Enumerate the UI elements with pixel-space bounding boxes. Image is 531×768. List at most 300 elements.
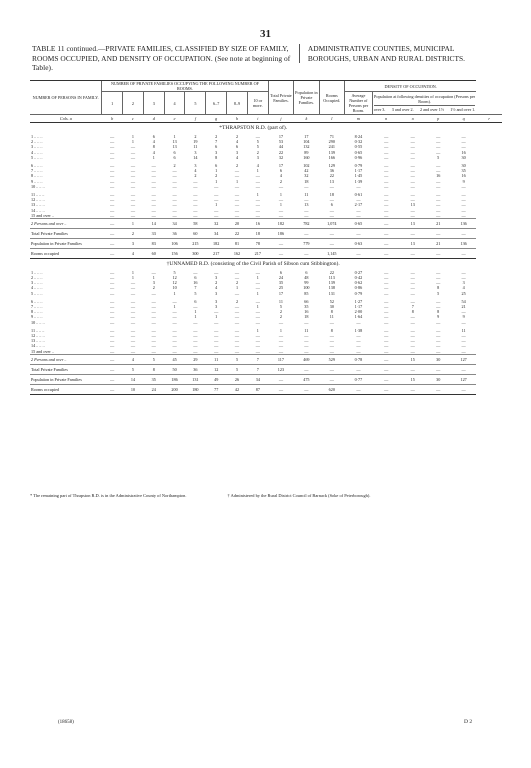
column-letter: n xyxy=(372,115,400,123)
table-cell: 5 xyxy=(256,144,259,150)
table-cell: — xyxy=(151,343,156,349)
summary-cell: — xyxy=(268,248,293,258)
table-cell: 1 xyxy=(215,202,218,208)
table-cell: 0·96 xyxy=(354,154,363,160)
row-label: 7 .. .. .. xyxy=(31,304,43,310)
table-cell: — xyxy=(110,332,115,338)
table-cell: — xyxy=(130,212,136,218)
header-density-2-1-5: 2 and over 1½ xyxy=(419,107,444,112)
table-cell: 3 xyxy=(194,163,197,169)
header-rooms-group: NUMBER OF PRIVATE FAMILIES OCCUPYING THE FOLLOWING NUMBER OF ROOMS. xyxy=(102,81,269,92)
table-cell: — xyxy=(151,197,156,203)
summary-cell: — xyxy=(102,228,123,238)
table-cell: 166 xyxy=(328,154,335,160)
table-cell: 5 xyxy=(173,269,176,275)
summary-cell: — xyxy=(400,248,425,258)
table-cell: — xyxy=(255,309,260,315)
summary-cell: 42 xyxy=(227,384,248,394)
table-cell: — xyxy=(172,168,177,174)
table-cell: 1 xyxy=(173,290,176,296)
table-cell: 17 xyxy=(304,134,309,140)
summary-cell: 49 xyxy=(206,374,227,384)
table-cell: 35 xyxy=(278,280,284,286)
summary-cell: 0·63 xyxy=(345,238,373,248)
table-cell: 1 xyxy=(152,154,155,160)
table-cell: — xyxy=(193,202,198,208)
table-cell: 16 xyxy=(193,280,198,286)
summary-cell: — xyxy=(451,248,476,258)
summary-cell: 136 xyxy=(451,218,476,228)
table-cell: 3 xyxy=(256,154,259,160)
table-cell: 138 xyxy=(328,285,335,291)
summary-cell: 215 xyxy=(185,238,206,248)
summary-cell: — xyxy=(294,384,319,394)
table-cell: — xyxy=(255,332,260,338)
table-cell: 32 xyxy=(304,173,309,179)
summary-cell: 0·65 xyxy=(345,218,373,228)
table-cell: — xyxy=(304,338,309,344)
row-label: 5 .. .. .. xyxy=(31,290,43,296)
summary-cell: — xyxy=(425,248,450,258)
table-cell: — xyxy=(151,207,156,213)
table-cell: — xyxy=(130,197,136,203)
table-cell: — xyxy=(410,173,415,179)
table-cell: 30 xyxy=(461,154,466,160)
table-cell: — xyxy=(193,338,198,344)
table-cell: — xyxy=(255,197,260,203)
summary-cell: 127 xyxy=(451,354,476,364)
table-cell: — xyxy=(255,348,260,354)
summary-cell: 30 xyxy=(425,354,450,364)
table-cell: 8·24 xyxy=(354,134,363,140)
table-cell: — xyxy=(384,298,389,304)
table-cell: — xyxy=(255,314,260,320)
table-cell: — xyxy=(172,327,177,333)
summary-cell: 5 xyxy=(227,354,248,364)
table-cell: 1·45 xyxy=(354,173,363,179)
summary-row xyxy=(30,218,502,228)
table-cell: — xyxy=(110,309,115,315)
summary-cell: — xyxy=(319,364,344,374)
summary-cell: 34 xyxy=(206,228,227,238)
summary-cell: 29 xyxy=(185,354,206,364)
summary-row xyxy=(30,354,502,364)
table-cell: 241 xyxy=(328,144,335,150)
header-room-10-more: 10 or more. xyxy=(247,92,268,115)
table-cell: 11 xyxy=(193,144,198,150)
summary-row xyxy=(30,364,502,374)
table-cell: — xyxy=(384,212,389,218)
footnote-thrapston: * The remaining part of Thrapston R.D. is in the Administrative County of Northampton. xyxy=(30,493,187,498)
table-cell: — xyxy=(255,319,260,325)
table-cell: 13 xyxy=(304,202,309,208)
table-cell: 3 xyxy=(215,298,218,304)
summary-cell: 18 xyxy=(247,228,268,238)
summary-cell: 5 xyxy=(123,364,144,374)
table-cell: — xyxy=(384,309,389,315)
row-label: 6 .. .. .. xyxy=(31,298,43,304)
summary-cell: 127 xyxy=(451,374,476,384)
summary-cell: 87 xyxy=(247,384,268,394)
table-cell: 66 xyxy=(304,298,309,304)
table-cell: — xyxy=(110,348,115,354)
summary-cell: 8 xyxy=(143,364,164,374)
summary-cell: 136 xyxy=(451,238,476,248)
row-label: 14 .. .. .. xyxy=(31,343,45,349)
table-cell: 19 xyxy=(193,139,198,145)
table-cell: 5 xyxy=(256,139,259,145)
table-cell: — xyxy=(461,191,466,197)
summary-cell: — xyxy=(294,228,319,238)
table-cell: — xyxy=(130,168,136,174)
row-label: 12 .. .. .. xyxy=(31,197,45,203)
table-cell: — xyxy=(255,183,260,189)
table-cell: 4 xyxy=(235,139,239,145)
summary-cell: — xyxy=(372,354,400,364)
table-cell: — xyxy=(255,269,260,275)
table-cell: 52 xyxy=(329,298,334,304)
table-cell: — xyxy=(356,197,361,203)
table-cell: 1 xyxy=(215,178,218,184)
table-cell: 4 xyxy=(215,285,218,291)
table-cell: — xyxy=(384,280,389,286)
table-cell: — xyxy=(436,202,441,208)
summary-cell: — xyxy=(372,384,400,394)
table-cell: — xyxy=(130,280,136,286)
summary-cell: — xyxy=(345,384,373,394)
summary-label: Total Private Families xyxy=(30,228,102,238)
header-density-over-3: over 3. xyxy=(373,107,386,112)
table-cell: — xyxy=(110,327,115,333)
table-cell: — xyxy=(214,269,219,275)
table-cell: — xyxy=(193,191,198,197)
table-cell: 0·79 xyxy=(354,290,363,296)
table-cell: — xyxy=(193,207,198,213)
summary-cell: 5 xyxy=(143,354,164,364)
row-label: 1 .. .. .. xyxy=(31,134,43,140)
table-cell: — xyxy=(255,178,260,184)
table-cell: 4 xyxy=(462,285,465,291)
summary-cell: 7 xyxy=(247,354,268,364)
table-cell: — xyxy=(436,168,441,174)
table-cell: 4 xyxy=(194,168,197,174)
table-cell: 13 xyxy=(172,144,177,150)
table-cell: — xyxy=(410,327,415,333)
table-cell: — xyxy=(410,191,415,197)
table-cell: — xyxy=(193,178,198,184)
table-cell: — xyxy=(130,332,136,338)
summary-cell: — xyxy=(102,238,123,248)
column-letter: l xyxy=(319,115,344,123)
table-cell: 12 xyxy=(172,280,177,286)
title-left: TABLE 11 continued.—PRIVATE FAMILIES, CLASSIFIED BY SIZE OF FAMILY, ROOMS OCCUPIED, AND DENSITY OF OCCUPATION. (See note at beginning of Table). xyxy=(32,44,291,73)
table-cell: — xyxy=(110,144,115,150)
table-cell: 8 xyxy=(330,327,333,333)
table-cell: 1 xyxy=(279,202,282,208)
summary-cell: 469 xyxy=(294,354,319,364)
row-label: 14 .. .. .. xyxy=(31,207,45,213)
table-cell: 0·79 xyxy=(354,163,363,169)
table-cell: — xyxy=(384,154,389,160)
table-cell: — xyxy=(151,348,156,354)
header-room-6-7: 6–7 xyxy=(206,92,227,115)
table-cell: — xyxy=(461,332,466,338)
row-label: 10 .. .. .. xyxy=(31,319,45,325)
table-cell: — xyxy=(461,139,466,145)
table-cell: — xyxy=(193,212,198,218)
table-cell: — xyxy=(110,207,115,213)
table-cell: — xyxy=(110,134,115,140)
table-cell: — xyxy=(384,134,389,140)
summary-cell: — xyxy=(268,384,293,394)
table-cell: — xyxy=(329,197,334,203)
table-cell: — xyxy=(193,269,198,275)
column-letter: r xyxy=(476,115,502,123)
table-cell: 0·42 xyxy=(354,275,363,281)
summary-cell: 300 xyxy=(185,248,206,258)
table-cell: — xyxy=(329,319,334,325)
table-cell: — xyxy=(384,178,389,184)
header-room-1: 1 xyxy=(102,92,123,115)
table-cell: — xyxy=(172,348,177,354)
table-cell: — xyxy=(193,343,198,349)
table-cell: — xyxy=(130,202,136,208)
table-cell: — xyxy=(384,290,389,296)
table-cell: — xyxy=(410,134,415,140)
table-cell: 7 xyxy=(194,285,197,291)
table-cell: — xyxy=(384,173,389,179)
table-body xyxy=(30,115,502,395)
table-cell: 2 xyxy=(235,134,239,140)
section-heading: †UNNAMED R.D. (consisting of the Civil Parish of Sibson cum Stibbington). xyxy=(166,260,340,267)
summary-cell: 156 xyxy=(164,248,185,258)
table-cell: 11 xyxy=(461,327,466,333)
table-cell: 3 xyxy=(215,290,218,296)
summary-cell: — xyxy=(268,238,293,248)
summary-cell: 782 xyxy=(294,218,319,228)
table-cell: 8 xyxy=(330,309,333,315)
summary-cell: 12 xyxy=(206,364,227,374)
summary-cell: — xyxy=(451,364,476,374)
table-cell: — xyxy=(130,338,136,344)
table-cell: — xyxy=(234,212,240,218)
header-room-2: 2 xyxy=(123,92,144,115)
table-cell: 2 xyxy=(235,163,239,169)
page-number: 31 xyxy=(260,28,271,40)
row-label: 12 .. .. .. xyxy=(31,332,45,338)
summary-cell: 0·78 xyxy=(345,354,373,364)
table-cell: — xyxy=(151,319,156,325)
table-cell: 8 xyxy=(215,154,218,160)
row-label: 9 .. .. .. xyxy=(31,178,43,184)
table-cell: — xyxy=(110,285,115,291)
table-cell: 2 xyxy=(235,280,239,286)
summary-cell: 131 xyxy=(185,374,206,384)
table-cell: — xyxy=(384,144,389,150)
summary-cell: 26 xyxy=(227,374,248,384)
column-letter: i xyxy=(247,115,268,123)
table-cell: — xyxy=(130,207,136,213)
table-cell: 42 xyxy=(304,168,309,174)
table-cell: 2 xyxy=(235,298,239,304)
footnotes xyxy=(30,493,510,498)
table-cell: 1·17 xyxy=(354,304,363,310)
table-cell: — xyxy=(151,202,156,208)
summary-cell: 34 xyxy=(247,374,268,384)
table-cell: — xyxy=(410,212,415,218)
table-cell: — xyxy=(384,139,389,145)
table-cell: 11 xyxy=(329,314,334,320)
table-cell: — xyxy=(193,348,198,354)
table-cell: 6 xyxy=(279,269,282,275)
summary-cell: 30 xyxy=(425,374,450,384)
table-cell: — xyxy=(193,327,198,333)
table-cell: — xyxy=(234,269,240,275)
table-cell: — xyxy=(410,348,415,354)
row-label: 4 .. .. .. xyxy=(31,285,43,291)
summary-cell: — xyxy=(372,248,400,258)
table-cell: — xyxy=(410,149,415,155)
table-cell: — xyxy=(304,207,309,213)
header-room-5: 5 xyxy=(185,92,206,115)
summary-cell: 10 xyxy=(123,384,144,394)
summary-cell: 22 xyxy=(227,228,248,238)
summary-cell: 13 xyxy=(400,218,425,228)
table-cell: — xyxy=(255,173,260,179)
header-population: Population in Private Families. xyxy=(294,81,319,115)
table-cell: 18 xyxy=(304,178,309,184)
table-cell: — xyxy=(234,338,240,344)
table-cell: — xyxy=(436,139,441,145)
table-cell: — xyxy=(410,314,415,320)
table-cell: — xyxy=(110,314,115,320)
table-cell: — xyxy=(130,285,136,291)
summary-cell: 60 xyxy=(143,248,164,258)
table-cell: — xyxy=(410,298,415,304)
header-density-1-5-1: 1½ and over 1. xyxy=(450,107,476,112)
table-cell: — xyxy=(130,173,136,179)
row-label: 8 .. .. .. xyxy=(31,173,43,179)
table-cell: 2 xyxy=(173,163,176,169)
table-cell: — xyxy=(436,144,441,150)
summary-cell: — xyxy=(425,364,450,374)
summary-cell: — xyxy=(319,374,344,384)
table-cell: — xyxy=(304,319,309,325)
table-cell: 8 xyxy=(437,309,440,315)
summary-cell: 14 xyxy=(123,374,144,384)
column-letter: b xyxy=(102,115,123,123)
table-cell: — xyxy=(130,183,136,189)
table-cell: 6 xyxy=(215,144,218,150)
table-cell: 4 xyxy=(235,154,239,160)
table-cell: — xyxy=(356,332,361,338)
summary-cell: — xyxy=(102,248,123,258)
table-cell: — xyxy=(214,332,219,338)
summary-cell: 186 xyxy=(268,228,293,238)
summary-cell: 5 xyxy=(227,364,248,374)
summary-row xyxy=(30,248,502,258)
summary-cell: — xyxy=(102,218,123,228)
row-label: 9 .. .. .. xyxy=(31,314,43,320)
table-cell: — xyxy=(278,197,284,203)
table-cell: 2 xyxy=(152,285,155,291)
summary-cell: 217 xyxy=(206,248,227,258)
table-cell: — xyxy=(172,309,177,315)
summary-cell: — xyxy=(102,384,123,394)
table-title xyxy=(32,44,502,73)
table-cell: — xyxy=(110,298,115,304)
table-cell: — xyxy=(130,163,136,169)
summary-cell: — xyxy=(345,364,373,374)
table-cell: 4 xyxy=(279,173,282,179)
table-cell: 6 xyxy=(305,269,308,275)
table-cell: — xyxy=(410,332,415,338)
row-label: 7 .. .. .. xyxy=(31,168,43,174)
column-letter: d xyxy=(143,115,164,123)
summary-cell: — xyxy=(294,248,319,258)
table-cell: — xyxy=(214,212,219,218)
table-cell: — xyxy=(410,269,415,275)
table-cell: — xyxy=(304,212,309,218)
table-cell: 5 xyxy=(279,304,282,310)
table-cell: — xyxy=(384,163,389,169)
table-cell: — xyxy=(130,149,136,155)
column-letter: k xyxy=(294,115,319,123)
table-cell: 16 xyxy=(436,173,441,179)
table-cell: — xyxy=(278,332,284,338)
table-cell: 3 xyxy=(235,149,239,155)
table-cell: 6 xyxy=(173,154,176,160)
table-cell: — xyxy=(234,319,240,325)
table-cell: — xyxy=(436,348,441,354)
summary-cell: 182 xyxy=(206,238,227,248)
table-cell: — xyxy=(384,314,389,320)
summary-cell: — xyxy=(345,248,373,258)
table-cell: 48 xyxy=(304,275,309,281)
table-cell: 0·27 xyxy=(354,269,363,275)
table-cell: — xyxy=(410,290,415,296)
table-cell: 5 xyxy=(437,290,440,296)
table-cell: — xyxy=(436,338,441,344)
row-label: 11 .. .. .. xyxy=(31,191,45,197)
table-cell: 1 xyxy=(131,134,134,140)
table-cell: — xyxy=(193,319,198,325)
table-cell: — xyxy=(255,298,260,304)
table-cell: — xyxy=(234,332,240,338)
table-cell: — xyxy=(384,202,389,208)
table-cell: 9 xyxy=(462,178,465,184)
table-cell: 99 xyxy=(304,280,309,286)
table-cell: — xyxy=(193,183,198,189)
table-cell: — xyxy=(130,304,136,310)
table-cell: 10 xyxy=(172,285,177,291)
table-cell: — xyxy=(234,290,240,296)
table-cell: — xyxy=(436,163,441,169)
summary-label: Total Private Families xyxy=(30,364,102,374)
table-cell: — xyxy=(172,178,177,184)
table-cell: 22 xyxy=(329,269,334,275)
table-cell: 13 xyxy=(329,178,334,184)
table-cell: — xyxy=(384,207,389,213)
table-cell: — xyxy=(461,275,466,281)
table-cell: — xyxy=(384,269,389,275)
table-cell: — xyxy=(234,202,240,208)
table-cell: — xyxy=(255,285,260,291)
row-label: 2 .. .. .. xyxy=(31,139,43,145)
summary-cell: 529 xyxy=(319,354,344,364)
table-cell: — xyxy=(234,173,240,179)
summary-cell: 7 xyxy=(247,364,268,374)
